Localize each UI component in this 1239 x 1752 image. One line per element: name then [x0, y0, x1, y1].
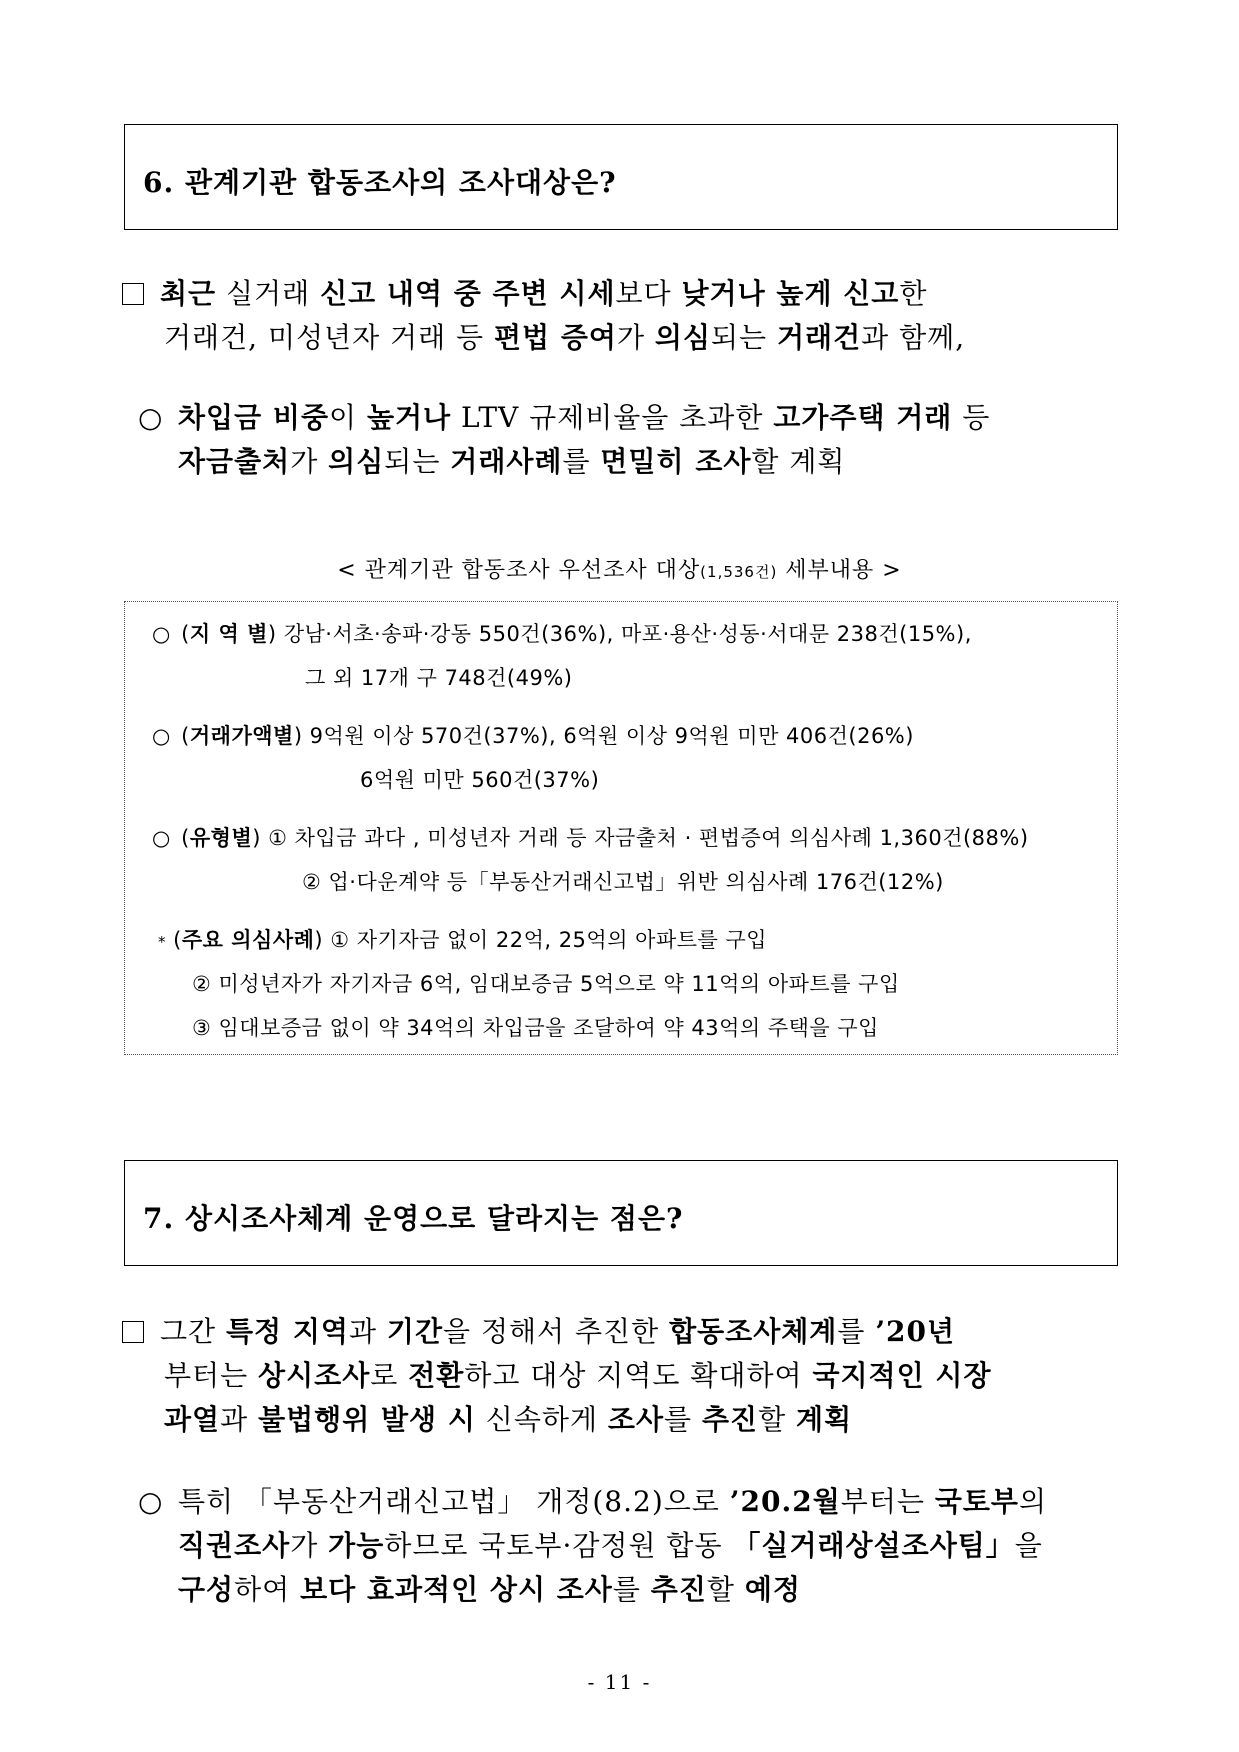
- text-run: 를: [664, 1403, 702, 1436]
- text-run: 거래건: [777, 321, 862, 354]
- detail-case-line2: ② 미성년자가 자기자금 6억, 임대보증금 5억으로 약 11억의 아파트를 구입: [192, 972, 900, 996]
- circle-bullet-icon: ○: [138, 1485, 164, 1518]
- circle-bullet-icon: ○: [152, 622, 171, 646]
- text-run: 가: [290, 445, 329, 478]
- text-run: 실거래: [216, 277, 321, 310]
- text-run: 국지적인 시장: [812, 1359, 992, 1392]
- text-run: 기간: [386, 1315, 444, 1348]
- text-run: 과: [348, 1315, 387, 1348]
- case-label: 주요 의심사례: [181, 928, 315, 952]
- section-7-title: 7. 상시조사체계 운영으로 달라지는 점은?: [143, 1202, 684, 1235]
- checkbox-square-icon: [122, 1321, 144, 1343]
- text-run: 과열: [164, 1403, 221, 1436]
- text-run: 를: [562, 445, 601, 478]
- text-run: 예정: [744, 1573, 801, 1606]
- q7-p2-line1: [178, 1485, 1047, 1518]
- text-run: 합동조사체계: [669, 1315, 838, 1348]
- type-label: 유형별: [189, 826, 253, 850]
- q7-p1-line2: [164, 1359, 992, 1392]
- detail-case-line3: ③ 임대보증금 없이 약 34억의 차입금을 조달하여 약 43억의 주택을 구입: [192, 1016, 879, 1040]
- q7-p1-line1: [160, 1315, 955, 1348]
- text-run: 하므로 국토부·감정원 합동: [384, 1529, 733, 1562]
- text-run: ’20년: [875, 1315, 956, 1348]
- text-run: LTV 규제비율을 초과한: [451, 401, 774, 434]
- text-run: 로: [370, 1359, 409, 1392]
- text-run: 특히 「부동산거래신고법」 개정(8.2)으로: [178, 1485, 730, 1518]
- detail-price-line1: ○ (거래가액별) 9억원 이상 570건(37%), 6억원 이상 9억원 미만 406건(26%): [152, 724, 914, 748]
- q7-p2-line3: [178, 1573, 801, 1606]
- asterisk-icon: *: [158, 933, 166, 951]
- price-label: 거래가액별: [189, 724, 294, 748]
- text-run: 신속하게: [475, 1403, 608, 1436]
- q7-p2-line2: [178, 1529, 1043, 1562]
- text-run: 추진: [701, 1403, 759, 1436]
- text-run: 되는: [711, 321, 777, 354]
- text-run: 되는: [384, 445, 451, 478]
- region-text-1: ) 강남·서초·송파·강동 550건(36%), 마포·용산·성동·서대문 238건(15%),: [267, 622, 972, 646]
- text-run: 할 계획: [751, 445, 846, 478]
- text-run: 편법 증여: [493, 321, 617, 354]
- text-run: 추진: [650, 1573, 707, 1606]
- detail-type-line1: ○ (유형별) ① 차입금 과다 , 미성년자 거래 등 자금출처 · 편법증여 의심사례 1,360건(88%): [152, 826, 1029, 850]
- q6-p1-line2: [164, 321, 965, 354]
- detail-case-line1: * (주요 의심사례) ① 자기자금 없이 22억, 25억의 아파트를 구입: [158, 928, 768, 952]
- text-run: 할: [706, 1573, 745, 1606]
- text-run: 하여: [234, 1573, 301, 1606]
- text-run: 할: [758, 1403, 797, 1436]
- detail-type-line2: ② 업·다운계약 등「부동산거래신고법」위반 의심사례 176건(12%): [302, 870, 944, 894]
- text-run: 직권조사: [178, 1529, 291, 1562]
- text-run: 하고 대상 지역도 확대하여: [464, 1359, 813, 1392]
- checkbox-square-icon: [122, 283, 144, 305]
- detail-price-line2: 6억원 미만 560건(37%): [360, 768, 600, 792]
- page-number: - 11 -: [587, 1670, 652, 1694]
- q6-paragraph-1: [122, 272, 965, 360]
- text-run: 가: [616, 321, 655, 354]
- text-run: 보다 효과적인 상시 조사: [300, 1573, 613, 1606]
- text-run: 높거나: [366, 401, 452, 434]
- text-run: 국토부: [934, 1485, 1019, 1518]
- section-6-title: 6. 관계기관 합동조사의 조사대상은?: [143, 166, 617, 199]
- detail-caption: [0, 553, 1239, 584]
- q7-paragraph-2: [138, 1480, 1047, 1612]
- text-run: 가: [290, 1529, 329, 1562]
- text-run: 최근: [160, 277, 217, 310]
- q6-p1-line1: [160, 277, 927, 310]
- text-run: 부터는: [840, 1485, 935, 1518]
- circle-bullet-icon: ○: [152, 826, 171, 850]
- text-run: 구성: [178, 1573, 235, 1606]
- text-run: 조사: [607, 1403, 665, 1436]
- text-run: 의: [1018, 1485, 1048, 1518]
- q6-paragraph-2: [138, 396, 990, 484]
- caption-count: (1,536건): [700, 563, 778, 581]
- text-run: 신고 내역 중 주변 시세: [320, 277, 616, 310]
- region-label: 지 역 별: [189, 622, 268, 646]
- text-run: 가능: [328, 1529, 385, 1562]
- text-run: 고가주택 거래: [773, 401, 953, 434]
- caption-suffix: 세부내용 >: [777, 558, 902, 583]
- text-run: ’20.2월: [729, 1485, 841, 1518]
- text-run: 낮거나 높게 신고: [681, 277, 900, 310]
- text-run: 차입금 비중: [178, 401, 329, 434]
- section-6-header-box: [124, 124, 1118, 230]
- text-run: 를: [612, 1573, 651, 1606]
- text-run: 의심: [654, 321, 711, 354]
- circle-bullet-icon: ○: [152, 724, 171, 748]
- text-run: 상시조사: [258, 1359, 371, 1392]
- text-run: 의심: [328, 445, 385, 478]
- type-text-1: ) ① 차입금 과다 , 미성년자 거래 등 자금출처 · 편법증여 의심사례 1,360건(88%): [252, 826, 1029, 850]
- text-run: 을: [1014, 1529, 1043, 1562]
- text-run: 이: [329, 401, 367, 434]
- q6-p2-line2: [178, 445, 845, 478]
- text-run: 보다: [615, 277, 682, 310]
- text-run: 「실거래상설조사팀」: [732, 1529, 1015, 1562]
- text-run: 자금출처: [178, 445, 291, 478]
- text-run: 과: [220, 1403, 259, 1436]
- q7-p1-line3: [164, 1403, 852, 1436]
- section-7-header-box: [124, 1160, 1118, 1266]
- detail-region-line2: 그 외 17개 구 748건(49%): [305, 666, 573, 690]
- text-run: 를: [837, 1315, 876, 1348]
- text-run: 불법행위 발생 시: [258, 1403, 476, 1436]
- q6-p2-line1: [178, 401, 990, 434]
- text-run: 한: [899, 277, 928, 310]
- text-run: 전환: [408, 1359, 465, 1392]
- text-run: 계획: [796, 1403, 853, 1436]
- case-text-1: ) ① 자기자금 없이 22억, 25억의 아파트를 구입: [314, 928, 768, 952]
- price-text-1: ) 9억원 이상 570건(37%), 6억원 이상 9억원 미만 406건(26%): [293, 724, 914, 748]
- text-run: 과 함께,: [861, 321, 966, 354]
- text-run: 부터는: [164, 1359, 259, 1392]
- text-run: 면밀히 조사: [600, 445, 752, 478]
- text-run: 등: [952, 401, 991, 434]
- text-run: 특정 지역: [226, 1315, 349, 1348]
- text-run: 을 정해서 추진한: [443, 1315, 670, 1348]
- circle-bullet-icon: ○: [138, 401, 164, 434]
- text-run: 거래건, 미성년자 거래 등: [164, 321, 494, 354]
- detail-region-line1: ○ (지 역 별) 강남·서초·송파·강동 550건(36%), 마포·용산·성동·서대문 238건(15%),: [152, 622, 972, 646]
- text-run: 그간: [160, 1315, 226, 1348]
- caption-prefix: < 관계기관 합동조사 우선조사 대상: [337, 558, 701, 583]
- q7-paragraph-1: [122, 1310, 992, 1442]
- text-run: 거래사례: [450, 445, 563, 478]
